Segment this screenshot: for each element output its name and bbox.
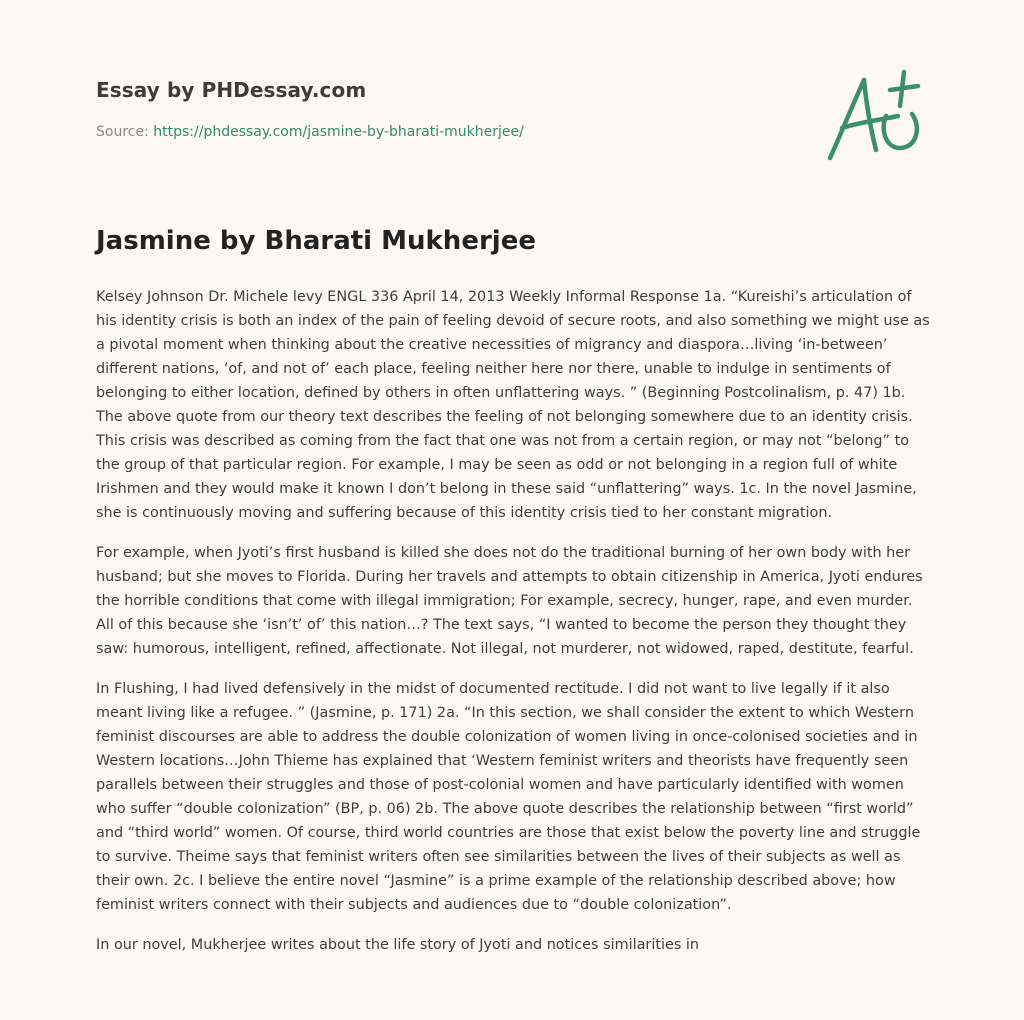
site-brand: Essay by PHDessay.com [96,78,367,102]
paragraph: For example, when Jyoti’s first husband is killed she does not do the traditional burning of her own body with her husband; but she moves to Florida. During her travels and attempts to obtain citizenship in America, Jyoti endures the horrible conditions that come with illegal immigration; For example, secrecy, hunger, rape, and even murder. All of this because she ‘isn’t’ of’ this nation…? The text says, “I wanted to become the person they thought they saw: humorous, intelligent, refined, affectionate. Not illegal, not murderer, not widowed, raped, destitute, fearful. [96,545,923,657]
paragraph: In our novel, Mukherjee writes about the life story of Jyoti and notices similarities in [96,937,700,953]
source-link[interactable]: https://phdessay.com/jasmine-by-bharati-mukherjee/ [153,124,524,140]
source-line [96,124,524,140]
essay-body [96,285,932,973]
source-label: Source: [96,124,154,140]
paragraph: In Flushing, I had lived defensively in the midst of documented rectitude. I did not want to live legally if it also meant living like a refugee. ” (Jasmine, p. 171) 2a. “In this section, we shall consider the extent to which Western feminist discourses are able to address the double colonization of women living in once-colonised societies and in Western locations…John Thieme has explained that ‘Western feminist writers and theorists have frequently seen parallels between their struggles and those of post-colonial women and have particularly identified with women who suffer “double colonization” (BP, p. 06) 2b. The above quote describes the relationship between “first world” and “third world” women. Of course, third world countries are those that exist below the poverty line and struggle to survive. Theime says that feminist writers often see similarities between the lives of their subjects as well as their own. 2c. I believe the entire novel “Jasmine” is a prime example of the relationship described above; how feminist writers connect with their subjects and audiences due to “double colonization”. [96,681,921,913]
paragraph: Kelsey Johnson Dr. Michele levy ENGL 336 April 14, 2013 Weekly Informal Response 1a. “Kureishi’s articulation of his identity crisis is both an index of the pain of feeling devoid of secure roots, and also something we might use as a pivotal moment when thinking about the creative necessities of migrancy and diaspora…living ‘in-between’ different nations, ‘of, and not of’ each place, feeling neither here nor there, unable to indulge in sentiments of belonging to either location, defined by others in often unflattering ways. ” (Beginning Postcolinalism, p. 47) 1b. The above quote from our theory text describes the feeling of not belonging somewhere due to an identity crisis. This crisis was described as coming from the fact that one was not from a certain region, or may not “belong” to the group of that particular region. For example, I may be seen as odd or not belonging in a region full of white Irishmen and they would make it known I don’t belong in these said “unflattering” ways. 1c. In the novel Jasmine, she is continuously moving and suffering because of this identity crisis tied to her constant migration. [96,289,930,521]
essay-title: Jasmine by Bharati Mukherjee [96,226,536,256]
a-plus-logo-icon [820,66,930,166]
